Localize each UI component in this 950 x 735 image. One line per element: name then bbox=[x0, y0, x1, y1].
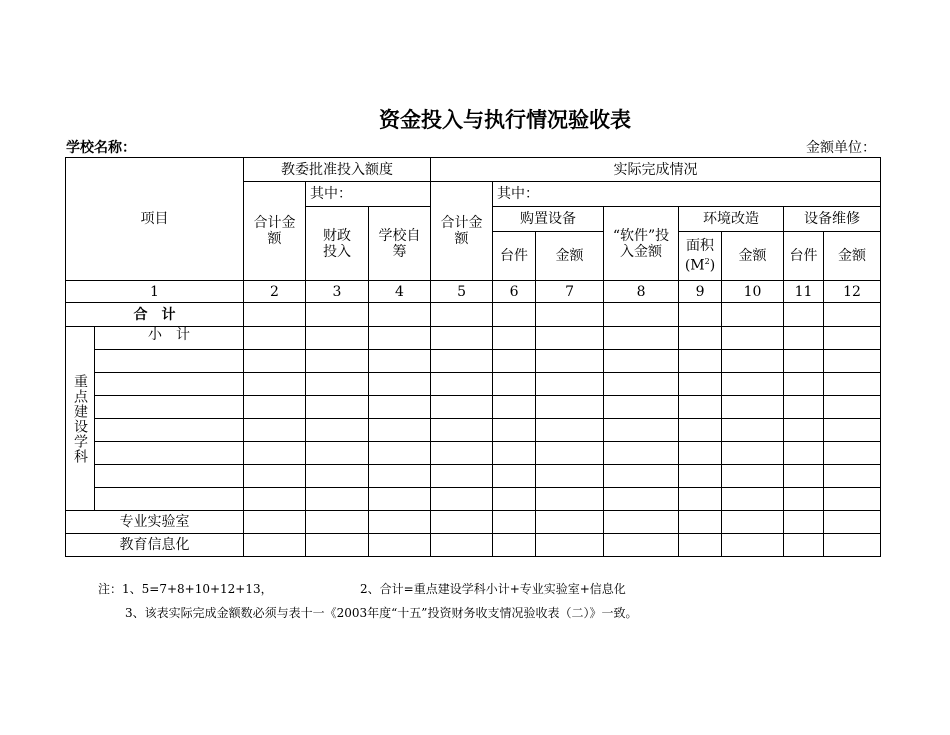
table-row bbox=[66, 396, 881, 419]
header-approved: 教委批准投入额度 bbox=[244, 158, 431, 182]
header-units-6: 台件 bbox=[493, 232, 536, 281]
header-total-amount-a bbox=[244, 182, 306, 281]
col-number-8: 8 bbox=[604, 281, 679, 303]
row-key-discipline-label: 重点建设学科 bbox=[72, 373, 88, 464]
row-subtotal-label: 小 计 bbox=[95, 327, 244, 350]
row-lab-label: 专业实验室 bbox=[66, 511, 244, 534]
header-area bbox=[679, 232, 722, 281]
header-area-text: 面积(M bbox=[684, 238, 715, 274]
col-number-1: 1 bbox=[66, 281, 244, 303]
table-row bbox=[66, 465, 881, 488]
table-row bbox=[66, 442, 881, 465]
header-actual: 实际完成情况 bbox=[431, 158, 881, 182]
table-row bbox=[66, 419, 881, 442]
col-number-2: 2 bbox=[244, 281, 306, 303]
acceptance-table bbox=[65, 157, 881, 557]
col-number-3: 3 bbox=[306, 281, 369, 303]
header-of-which-a: 其中： bbox=[306, 182, 431, 207]
col-number-10: 10 bbox=[722, 281, 784, 303]
col-number-11: 11 bbox=[784, 281, 824, 303]
row-total-label: 合 计 bbox=[66, 303, 244, 327]
header-software-invest bbox=[604, 207, 679, 281]
header-area-sup: 2 bbox=[704, 257, 710, 267]
header-equip-repair: 设备维修 bbox=[784, 207, 881, 232]
table-row bbox=[66, 488, 881, 511]
col-number-7: 7 bbox=[536, 281, 604, 303]
note-2: 2、合计=重点建设学科小计+专业实验室+信息化 bbox=[360, 582, 626, 596]
header-school-fund bbox=[369, 207, 431, 281]
note-1: 注：1、5=7+8+10+12+13， bbox=[98, 582, 273, 596]
header-total-amount-a-text: 合计金额 bbox=[253, 215, 296, 247]
row-informatization-label: 教育信息化 bbox=[66, 534, 244, 557]
col-number-9: 9 bbox=[679, 281, 722, 303]
school-name-label: 学校名称： bbox=[66, 140, 136, 156]
header-amount-7: 金额 bbox=[536, 232, 604, 281]
header-env-improve: 环境改造 bbox=[679, 207, 784, 232]
amount-unit-label: 金额单位： bbox=[806, 140, 876, 156]
header-finance-invest bbox=[306, 207, 369, 281]
header-units-11: 台件 bbox=[784, 232, 824, 281]
header-equipment-purchase: 购置设备 bbox=[493, 207, 604, 232]
header-finance-invest-text: 财政投入 bbox=[323, 227, 351, 260]
col-number-4: 4 bbox=[369, 281, 431, 303]
header-total-amount-b bbox=[431, 182, 493, 281]
note-3: 3、该表实际完成金额数必须与表十一《2003年度“十五”投资财务收支情况验收表（二）》一致。 bbox=[125, 606, 638, 620]
table-row bbox=[66, 373, 881, 396]
col-number-6: 6 bbox=[493, 281, 536, 303]
header-amount-10: 金额 bbox=[722, 232, 784, 281]
header-area-close: ) bbox=[709, 257, 716, 274]
row-key-discipline bbox=[66, 327, 95, 511]
table-row bbox=[66, 350, 881, 373]
header-item: 项目 bbox=[66, 158, 244, 281]
header-software-invest-text: “软件”投入金额 bbox=[612, 227, 670, 260]
page-title: 资金投入与执行情况验收表 bbox=[379, 108, 631, 132]
col-number-12: 12 bbox=[824, 281, 881, 303]
header-of-which-b: 其中： bbox=[493, 182, 881, 207]
header-total-amount-b-text: 合计金额 bbox=[440, 215, 483, 247]
header-amount-12: 金额 bbox=[824, 232, 881, 281]
header-school-fund-text: 学校自筹 bbox=[378, 227, 421, 260]
col-number-5: 5 bbox=[431, 281, 493, 303]
